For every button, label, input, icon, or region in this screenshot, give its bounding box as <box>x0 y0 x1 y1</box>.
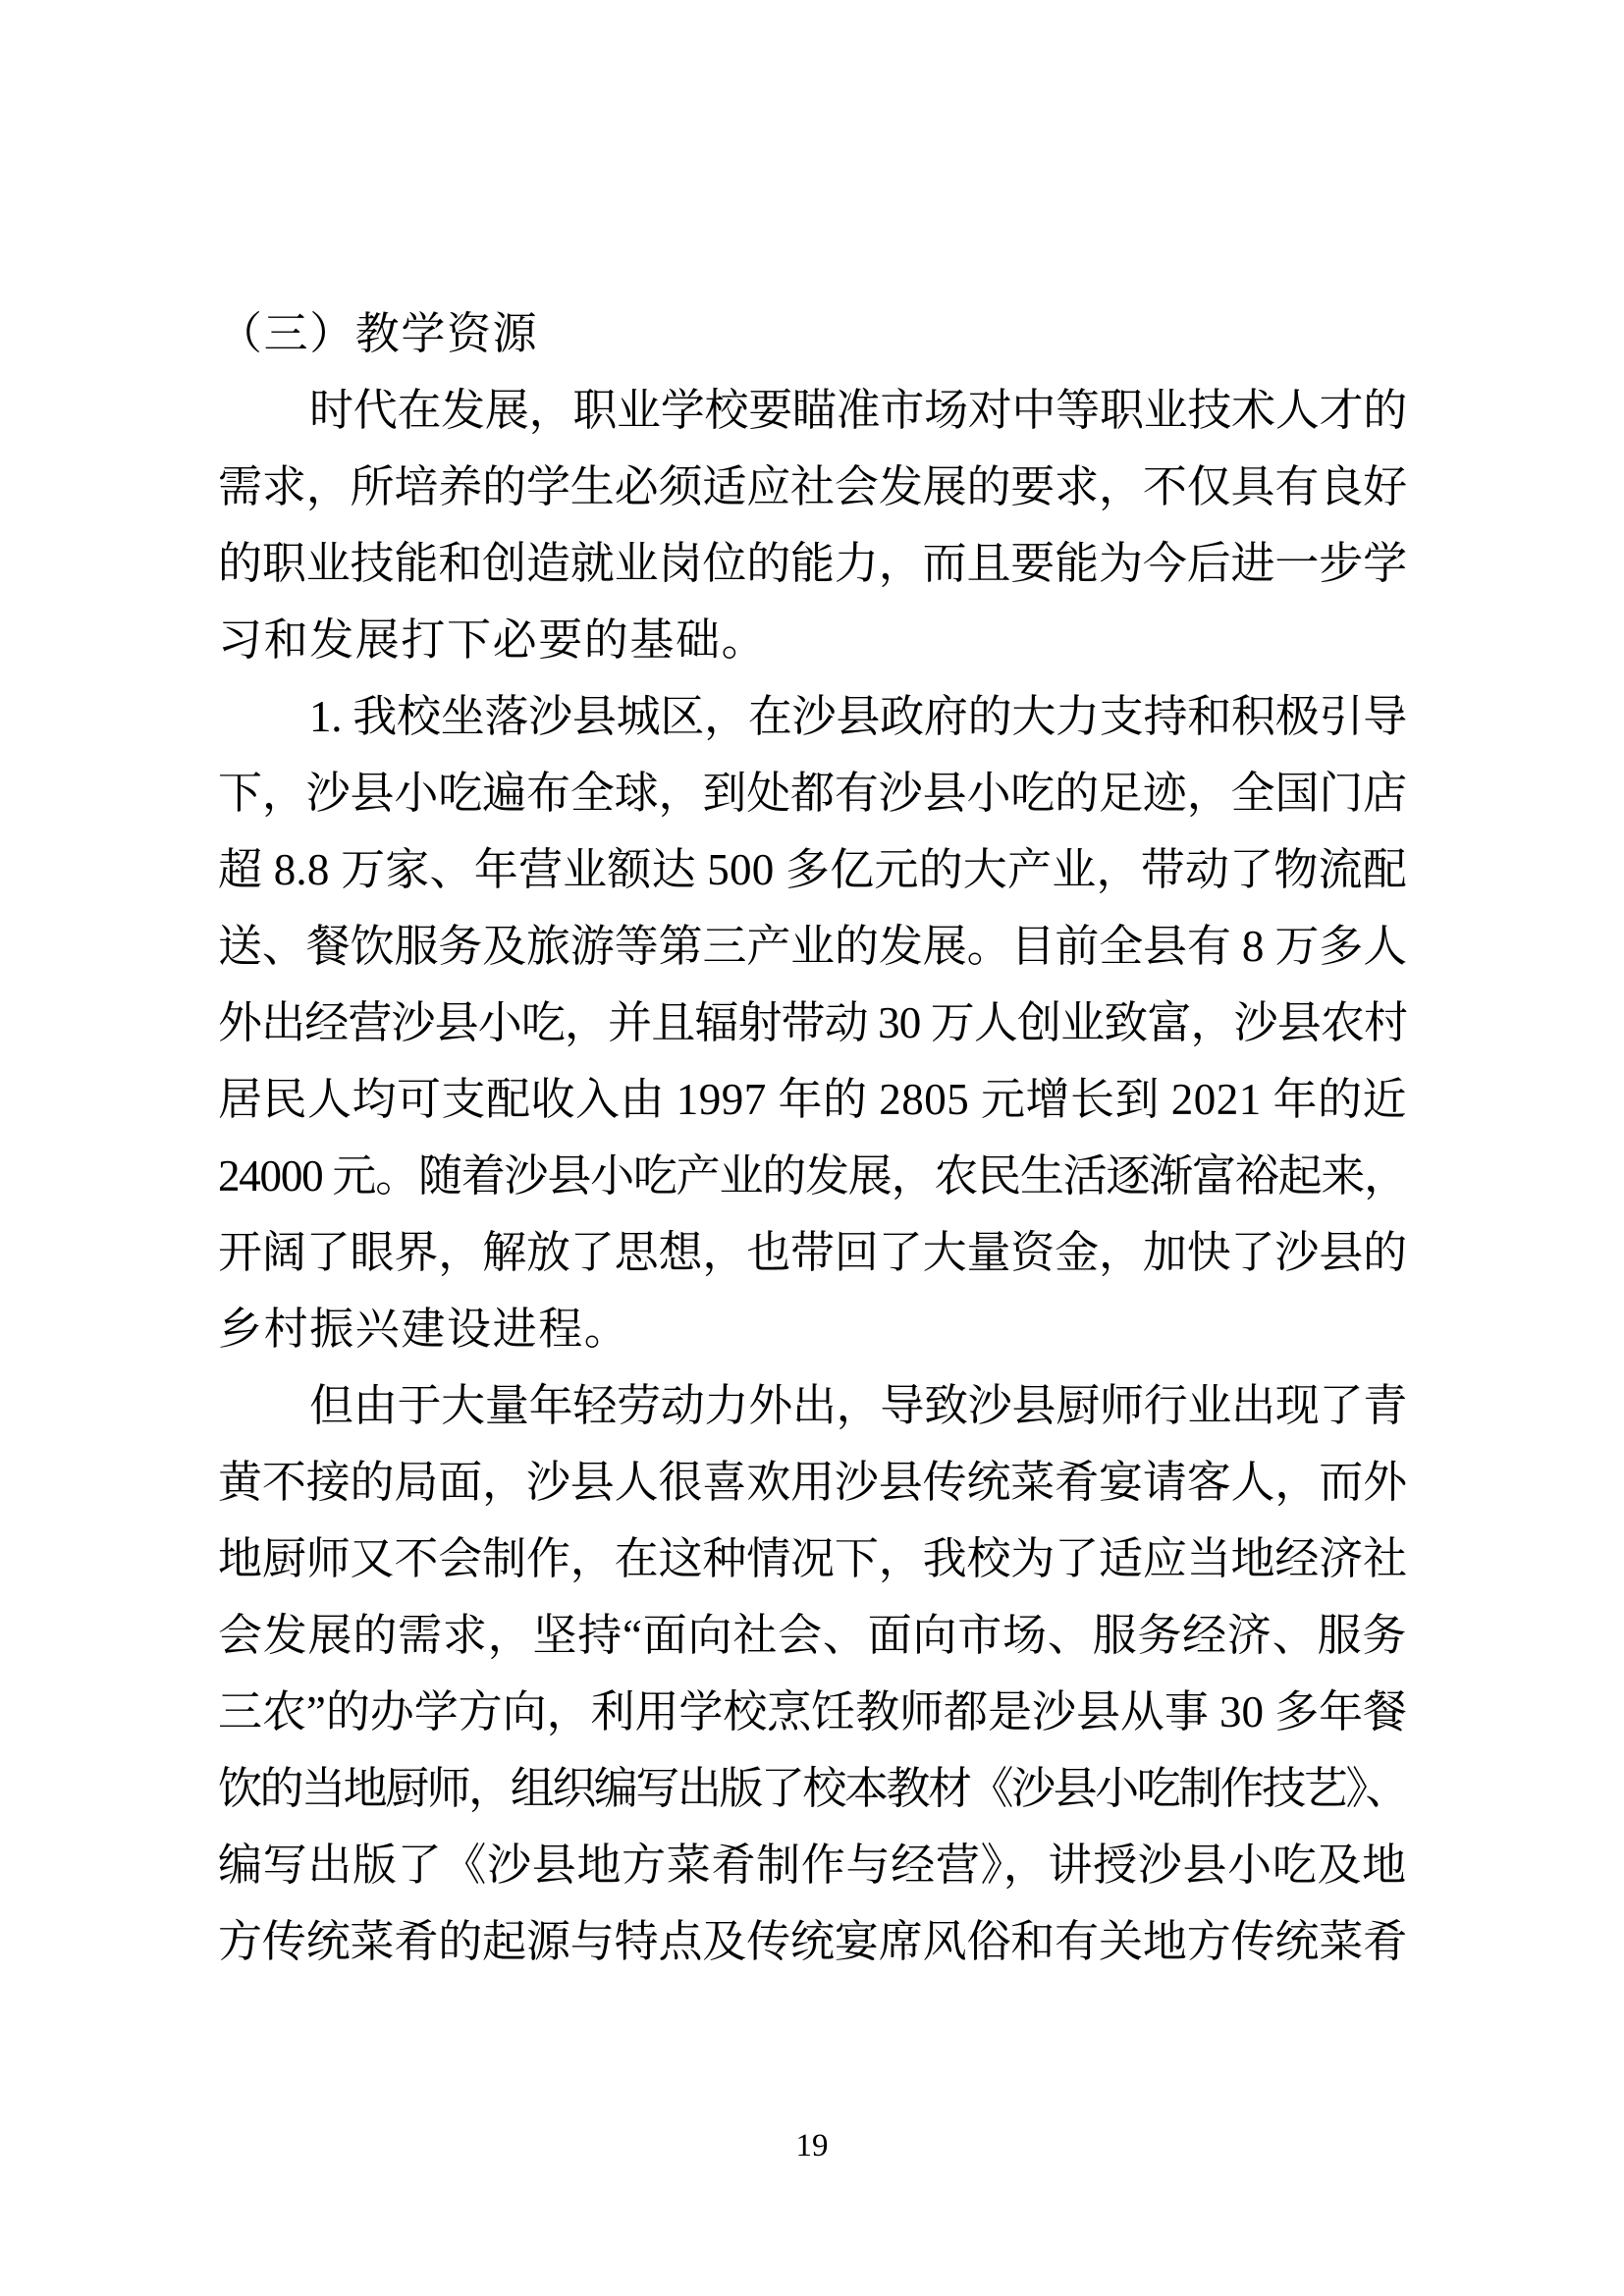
doc-line: 方传统菜肴的起源与特点及传统宴席风俗和有关地方传统菜肴 <box>218 1917 1407 1966</box>
doc-line: 时代在发展，职业学校要瞄准市场对中等职业技术人才的 <box>309 386 1408 435</box>
doc-line: 习和发展打下必要的基础。 <box>218 615 768 665</box>
doc-line: 地厨师又不会制作，在这种情况下，我校为了适应当地经济社 <box>218 1534 1407 1583</box>
doc-line: 会发展的需求，坚持“面向社会、面向市场、服务经济、服务 <box>218 1611 1408 1660</box>
doc-line: 外出经营沙县小吃，并且辐射带动 30 万人创业致富，沙县农村 <box>218 998 1408 1047</box>
doc-line: 送、餐饮服务及旅游等第三产业的发展。目前全县有 8 万多人 <box>218 922 1407 971</box>
doc-line: 三农”的办学方向，利用学校烹饪教师都是沙县从事 30 多年餐 <box>218 1687 1407 1736</box>
doc-line: 超 8.8 万家、年营业额达 500 多亿元的大产业，带动了物流配 <box>218 845 1408 894</box>
doc-line: 乡村振兴建设进程。 <box>218 1305 630 1354</box>
text-block <box>218 295 1407 1980</box>
doc-line: 黄不接的局面，沙县人很喜欢用沙县传统菜肴宴请客人，而外 <box>218 1458 1407 1507</box>
doc-line: 1. 我校坐落沙县城区，在沙县政府的大力支持和积极引导 <box>309 692 1407 741</box>
doc-line: 开阔了眼界，解放了思想，也带回了大量资金，加快了沙县的 <box>218 1228 1407 1277</box>
page-number: 19 <box>795 2128 829 2163</box>
doc-line: 居民人均可支配收入由 1997 年的 2805 元增长到 2021 年的近 <box>218 1075 1408 1124</box>
doc-line: 编写出版了《沙县地方菜肴制作与经营》，讲授沙县小吃及地 <box>218 1841 1407 1890</box>
section-heading: （三）教学资源 <box>218 309 539 358</box>
doc-line: 的职业技能和创造就业岗位的能力，而且要能为今后进一步学 <box>218 539 1407 588</box>
doc-line: 但由于大量年轻劳动力外出，导致沙县厨师行业出现了青 <box>309 1381 1408 1430</box>
doc-line: 24000 元。随着沙县小吃产业的发展，农民生活逐渐富裕起来， <box>218 1151 1407 1201</box>
doc-line: 下，沙县小吃遍布全球，到处都有沙县小吃的足迹，全国门店 <box>218 769 1407 818</box>
doc-line: 需求，所培养的学生必须适应社会发展的要求，不仅具有良好 <box>218 462 1407 511</box>
doc-line: 饮的当地厨师，组织编写出版了校本教材《沙县小吃制作技艺》、 <box>218 1764 1407 1813</box>
